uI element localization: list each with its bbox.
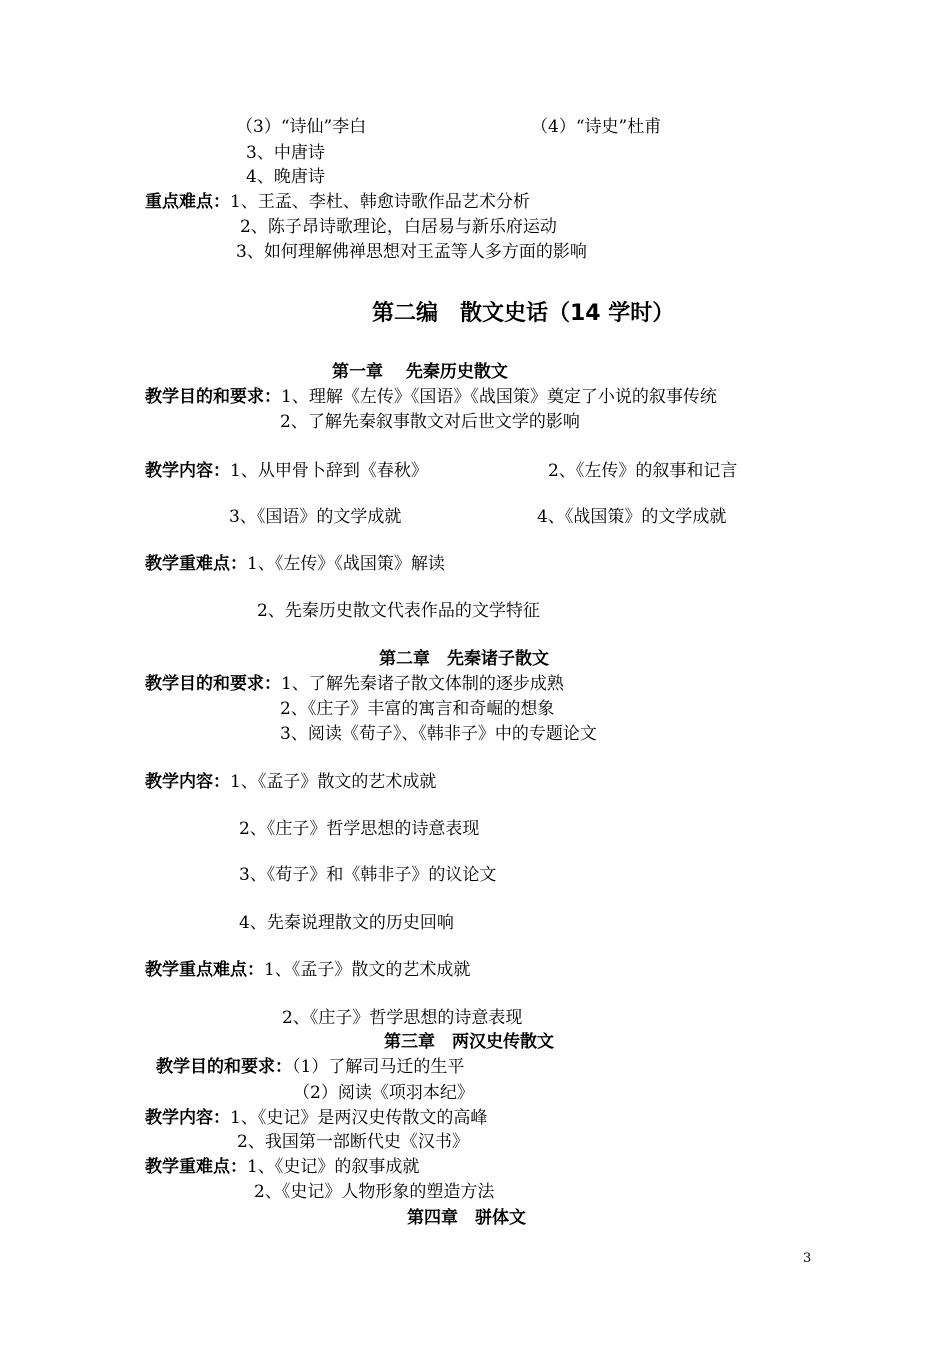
ch1-content-2: 2、《左传》的叙事和记言 <box>548 461 738 481</box>
ch1-key-label: 教学重难点： <box>145 554 247 574</box>
ch1-content-3: 3、《国语》的文学成就 <box>229 507 402 527</box>
item-late-tang: 4、晚唐诗 <box>246 167 325 187</box>
chapter-3-title: 第三章 两汉史传散文 <box>384 1032 554 1052</box>
ch1-key-1: 1、《左传》《战国策》解读 <box>247 554 445 574</box>
ch3-content-2: 2、我国第一部断代史《汉书》 <box>237 1132 469 1152</box>
ch1-content-1: 1、从甲骨卜辞到《春秋》 <box>230 461 428 481</box>
ch2-key-label: 教学重点难点： <box>145 960 264 980</box>
item-li-bai: （3）“诗仙”李白 <box>236 117 367 137</box>
ch3-key-2: 2、《史记》人物形象的塑造方法 <box>254 1182 495 1202</box>
ch1-content-line-1 <box>145 460 428 482</box>
ch1-content-label: 教学内容： <box>145 461 230 481</box>
ch1-key-line-1 <box>145 553 445 575</box>
ch3-key-label: 教学重难点： <box>145 1157 247 1177</box>
ch2-goal-label: 教学目的和要求： <box>145 674 281 694</box>
chapter-4-title: 第四章 骈体文 <box>407 1208 526 1228</box>
part-title: 第二编 散文史话（14 学时） <box>372 301 675 326</box>
ch1-goal-line-1 <box>145 386 717 408</box>
ch1-goal-1: 1、理解《左传》《国语》《战国策》奠定了小说的叙事传统 <box>281 387 717 407</box>
chapter-2-title: 第二章 先秦诸子散文 <box>379 649 549 669</box>
ch3-content-line-1 <box>145 1107 487 1129</box>
ch2-content-1: 1、《孟子》散文的艺术成就 <box>230 772 437 792</box>
ch2-key-1: 1、《孟子》散文的艺术成就 <box>264 960 471 980</box>
ch1-content-4: 4、《战国策》的文学成就 <box>537 507 727 527</box>
ch3-goal-line-1 <box>156 1056 464 1078</box>
ch1-goal-label: 教学目的和要求： <box>145 387 281 407</box>
ch3-content-label: 教学内容： <box>145 1108 230 1128</box>
item-mid-tang: 3、中唐诗 <box>246 143 325 163</box>
ch3-goal-label: 教学目的和要求： <box>156 1057 292 1077</box>
chapter-1-title: 第一章 先秦历史散文 <box>332 362 508 382</box>
key-point-3: 3、如何理解佛禅思想对王孟等人多方面的影响 <box>236 242 587 262</box>
key-points-label: 重点难点： <box>145 192 230 212</box>
ch3-key-line-1 <box>145 1156 419 1178</box>
ch1-key-2: 2、先秦历史散文代表作品的文学特征 <box>257 601 540 621</box>
key-point-2: 2、陈子昂诗歌理论，白居易与新乐府运动 <box>240 217 557 237</box>
ch2-goal-3: 3、阅读《荀子》、《韩非子》中的专题论文 <box>280 724 597 744</box>
ch2-content-3: 3、《荀子》和《韩非子》的议论文 <box>239 865 497 885</box>
ch2-content-line-1 <box>145 771 436 793</box>
page-number: 3 <box>803 1251 812 1266</box>
key-point-1: 1、王孟、李杜、韩愈诗歌作品艺术分析 <box>230 192 530 212</box>
item-du-fu: （4）“诗史”杜甫 <box>531 117 662 137</box>
ch2-key-line-1 <box>145 959 470 981</box>
ch1-goal-2: 2、了解先秦叙事散文对后世文学的影响 <box>280 412 580 432</box>
ch2-content-4: 4、先秦说理散文的历史回响 <box>239 913 454 933</box>
ch3-key-1: 1、《史记》的叙事成就 <box>247 1157 420 1177</box>
ch3-content-1: 1、《史记》是两汉史传散文的高峰 <box>230 1108 488 1128</box>
ch2-goal-1: 1、了解先秦诸子散文体制的逐步成熟 <box>281 674 564 694</box>
ch2-goal-line-1 <box>145 673 564 695</box>
key-points-line-1 <box>145 191 530 213</box>
ch2-content-2: 2、《庄子》哲学思想的诗意表现 <box>239 819 480 839</box>
ch2-content-label: 教学内容： <box>145 772 230 792</box>
ch3-goal-2: （2）阅读《项羽本纪》 <box>293 1083 474 1103</box>
ch3-goal-1: （1）了解司马迁的生平 <box>292 1057 465 1077</box>
ch2-goal-2: 2、《庄子》丰富的寓言和奇崛的想象 <box>280 699 555 719</box>
ch2-key-2: 2、《庄子》哲学思想的诗意表现 <box>282 1008 523 1028</box>
